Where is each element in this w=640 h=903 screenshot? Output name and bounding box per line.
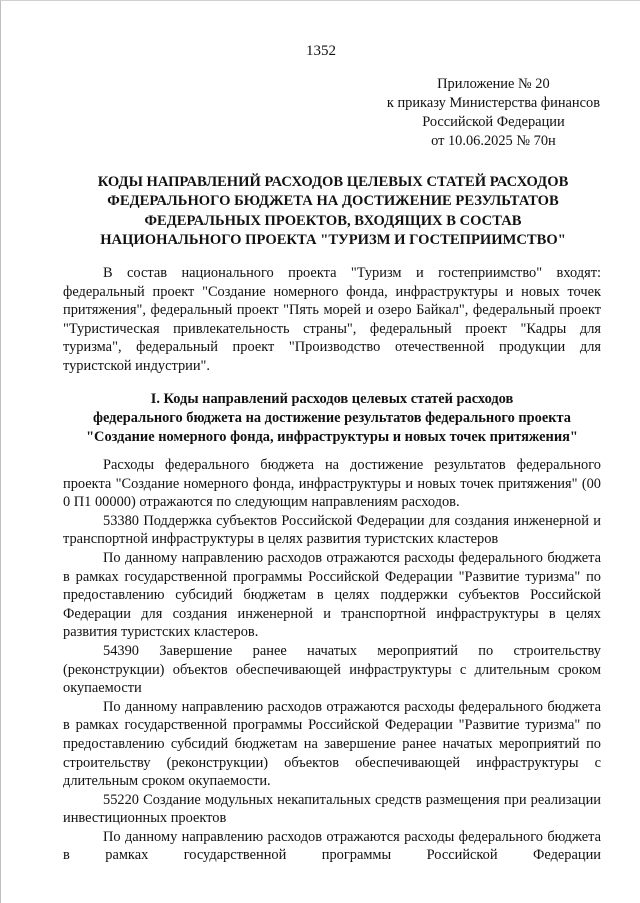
intro-block <box>63 264 601 376</box>
page-number: 1352 <box>306 43 336 59</box>
paragraph: 53380 Поддержка субъектов Российской Федерации для создания инженерной и транспортной инфраструктуры в целях развития туристских кластеров <box>63 512 601 548</box>
paragraph: По данному направлению расходов отражаются расходы федерального бюджета в рамках государственной программы Российской Федерации "Развитие туризма" по предоставлению субсидий бюджетам в целях поддержки субъектов Российской Федерации для создания инженерной и транспортной инфраструктуры в целях развития туристских кластеров. <box>63 549 601 641</box>
section-title-line: I. Коды направлений расходов целевых статей расходов <box>150 391 514 407</box>
appendix-header <box>387 75 600 151</box>
paragraph: 55220 Создание модульных некапитальных средств размещения при реализации инвестиционных проектов <box>63 791 601 827</box>
section-title-line: "Создание номерного фонда, инфраструктуры и новых точек притяжения" <box>86 429 578 445</box>
intro-paragraph: В состав национального проекта "Туризм и гостеприимство" входят: федеральный проект "Создание номерного фонда, инфраструктуры и новых точек притяжения", федеральный проект "Пять морей и озеро Байкал", федеральный проект "Туристическая привлекательность страны", федеральный проект "Кадры для туризма", федеральный проект "Производство отечественной продукции для туристской индустрии". <box>63 265 601 374</box>
paragraph: По данному направлению расходов отражаются расходы федерального бюджета в рамках государственной программы Российской Федерации "Развитие туризма" по предоставлению субсидий бюджетам на завершение ранее начатых мероприятий по строительству (реконструкции) объектов обеспечивающей инфраструктуры с длительным сроком окупаемости. <box>63 698 601 790</box>
title-line: ФЕДЕРАЛЬНОГО БЮДЖЕТА НА ДОСТИЖЕНИЕ РЕЗУЛЬТАТОВ <box>107 193 559 210</box>
appendix-line: от 10.06.2025 № 70н <box>431 133 556 149</box>
paragraph: 54390 Завершение ранее начатых мероприятий по строительству (реконструкции) объектов обеспечивающей инфраструктуры с длительным сроком окупаемости <box>63 642 601 697</box>
title-line: ФЕДЕРАЛЬНЫХ ПРОЕКТОВ, ВХОДЯЩИХ В СОСТАВ <box>144 212 522 229</box>
paragraph: Расходы федерального бюджета на достижение результатов федерального проекта "Создание номерного фонда, инфраструктуры и новых точек притяжения" (00 0 П1 00000) отражаются по следующим направлениям расходов. <box>63 457 601 511</box>
title-line: КОДЫ НАПРАВЛЕНИЙ РАСХОДОВ ЦЕЛЕВЫХ СТАТЕЙ РАСХОДОВ <box>97 174 569 190</box>
section-title-line: федерального бюджета на достижение результатов федерального проекта <box>92 410 571 426</box>
section-title <box>63 390 601 447</box>
section-body <box>63 456 601 865</box>
paragraph: По данному направлению расходов отражаются расходы федерального бюджета в рамках государственной программы Российской Федерации <box>63 828 601 864</box>
appendix-line: к приказу Министерства финансов <box>386 95 600 111</box>
title-line: НАЦИОНАЛЬНОГО ПРОЕКТА "ТУРИЗМ И ГОСТЕПРИИМСТВО" <box>100 232 566 249</box>
document-title <box>63 173 603 251</box>
appendix-line: Российской Федерации <box>422 114 565 130</box>
appendix-line: Приложение № 20 <box>437 76 550 92</box>
